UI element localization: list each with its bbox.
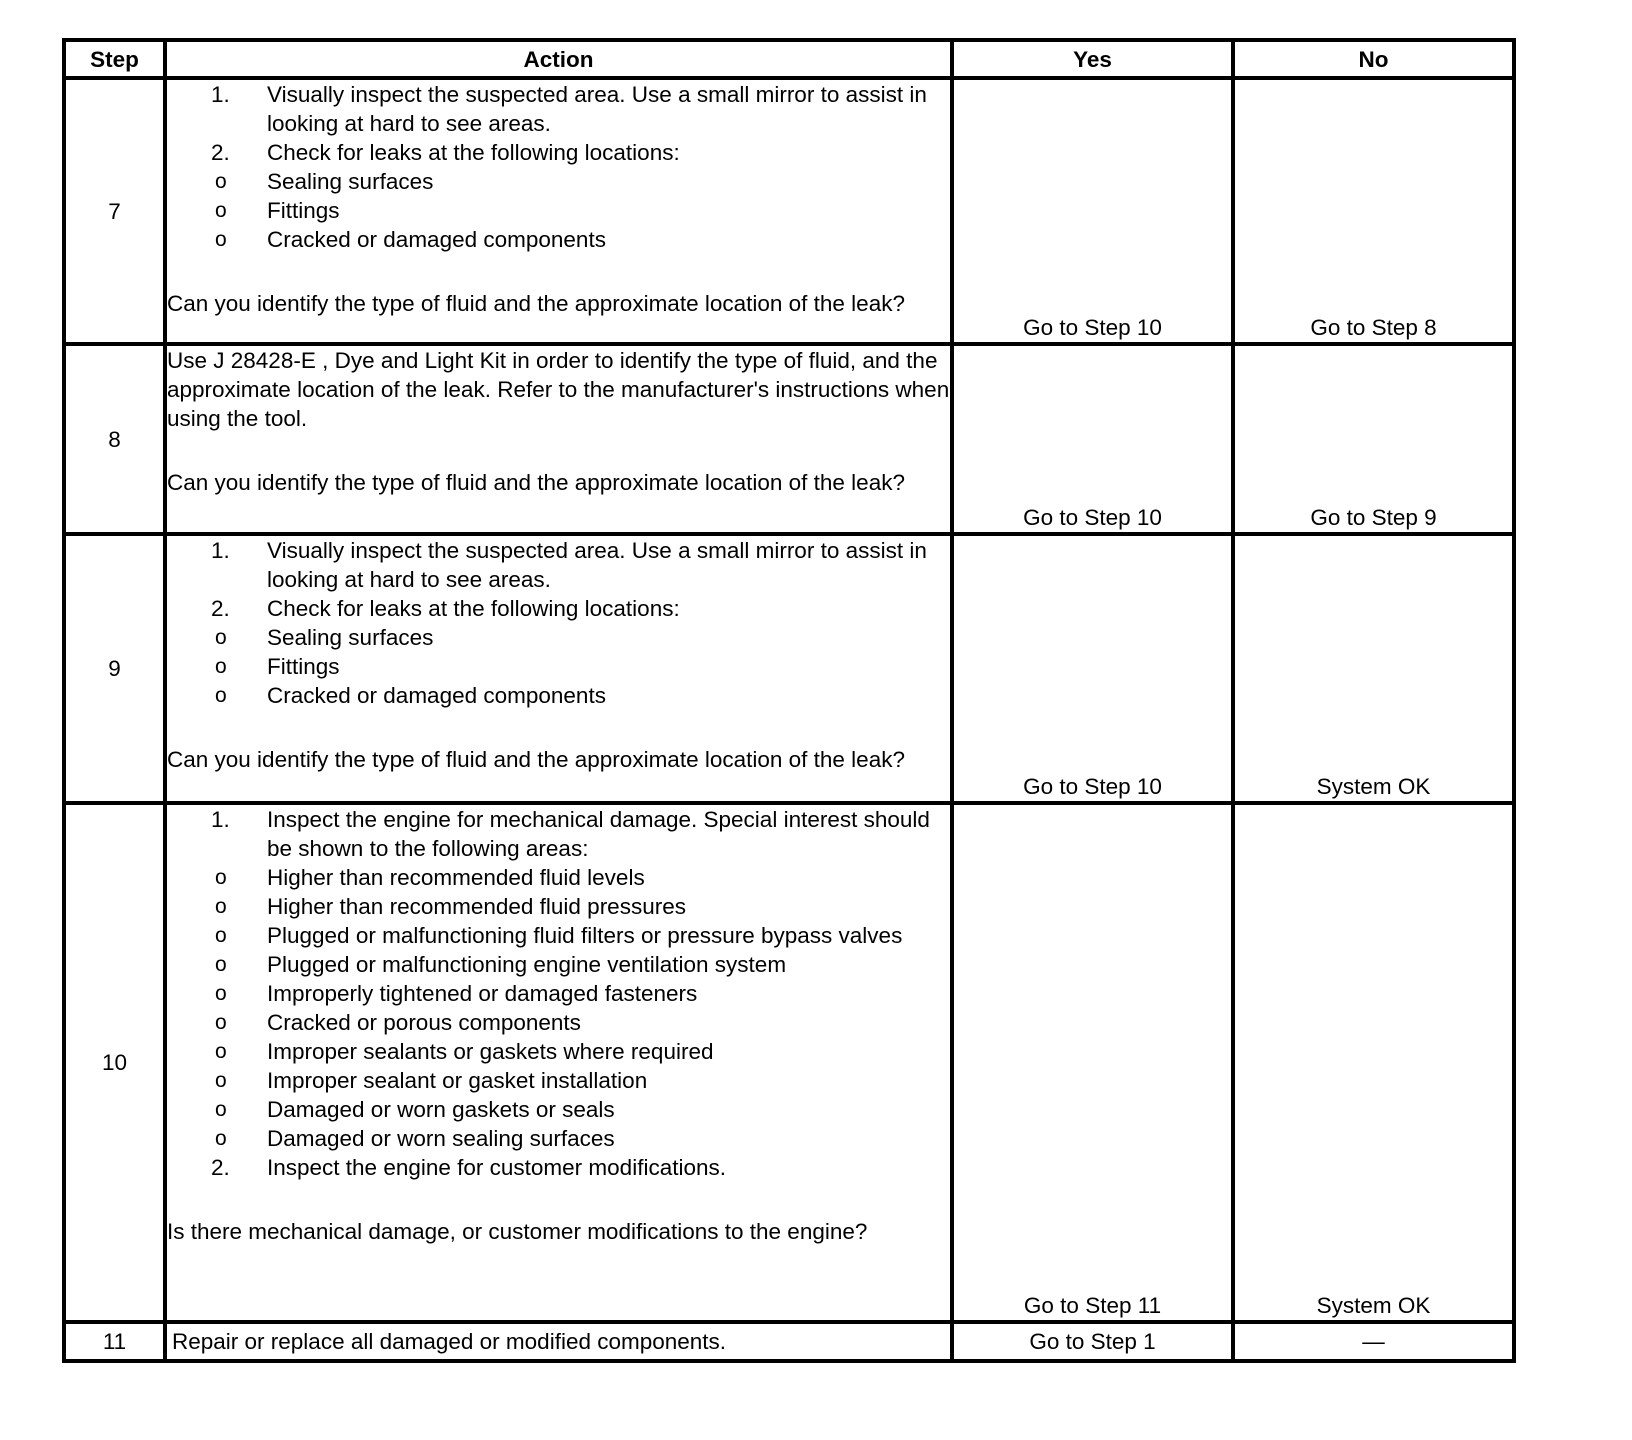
no-result: System OK bbox=[1233, 534, 1514, 803]
item-number: 2. bbox=[211, 596, 230, 621]
yes-result: Go to Step 11 bbox=[952, 803, 1233, 1322]
bullet-text: Plugged or malfunctioning fluid filters or pressure bypass valves bbox=[267, 923, 903, 948]
item-text: Inspect the engine for mechanical damage. Special interest should be shown to the following areas: bbox=[267, 807, 930, 861]
bullet-icon: o bbox=[215, 982, 227, 1005]
bullet-text: Fittings bbox=[267, 198, 340, 223]
question-text: Can you identify the type of fluid and the approximate location of the leak? bbox=[167, 470, 905, 495]
header-yes: Yes bbox=[952, 40, 1233, 78]
bullet-icon: o bbox=[215, 953, 227, 976]
bullet-text: Sealing surfaces bbox=[267, 169, 434, 194]
yes-result: Go to Step 10 bbox=[952, 78, 1233, 344]
bullet-item bbox=[167, 681, 950, 710]
no-result: System OK bbox=[1233, 803, 1514, 1322]
bullet-text: Damaged or worn gaskets or seals bbox=[267, 1097, 615, 1122]
bullet-item bbox=[167, 950, 950, 979]
bullet-item bbox=[167, 921, 950, 950]
question-text: Can you identify the type of fluid and the approximate location of the leak? bbox=[167, 747, 905, 772]
table-row bbox=[64, 344, 1514, 534]
numbered-list bbox=[167, 80, 950, 167]
bullet-item bbox=[167, 979, 950, 1008]
bullet-text: Improper sealants or gaskets where required bbox=[267, 1039, 714, 1064]
table-row bbox=[64, 803, 1514, 1322]
action-cell bbox=[165, 1322, 952, 1361]
bullet-item bbox=[167, 1037, 950, 1066]
bullet-icon: o bbox=[215, 684, 227, 707]
list-item bbox=[167, 536, 950, 594]
list-item bbox=[167, 805, 950, 863]
list-item bbox=[167, 138, 950, 167]
yes-result: Go to Step 1 bbox=[952, 1322, 1233, 1361]
header-no: No bbox=[1233, 40, 1514, 78]
bullet-icon: o bbox=[215, 655, 227, 678]
no-result: Go to Step 8 bbox=[1233, 78, 1514, 344]
bullet-icon: o bbox=[215, 1127, 227, 1150]
action-cell bbox=[165, 803, 952, 1322]
yes-result: Go to Step 10 bbox=[952, 344, 1233, 534]
bullet-text: Cracked or porous components bbox=[267, 1010, 581, 1035]
list-item bbox=[167, 594, 950, 623]
bullet-icon: o bbox=[215, 626, 227, 649]
bullet-icon: o bbox=[215, 1040, 227, 1063]
list-item bbox=[167, 1153, 950, 1182]
list-item bbox=[167, 80, 950, 138]
bullet-list bbox=[167, 863, 950, 1153]
bullet-item bbox=[167, 1066, 950, 1095]
bullet-icon: o bbox=[215, 1069, 227, 1092]
step-number: 7 bbox=[64, 78, 165, 344]
table-row bbox=[64, 534, 1514, 803]
bullet-text: Higher than recommended fluid pressures bbox=[267, 894, 686, 919]
bullet-item bbox=[167, 167, 950, 196]
bullet-text: Higher than recommended fluid levels bbox=[267, 865, 645, 890]
bullet-icon: o bbox=[215, 866, 227, 889]
instruction-text: Use J 28428-E , Dye and Light Kit in order to identify the type of fluid, and the approximate location of the leak. Refer to the manufacturer's instructions when using the tool. bbox=[167, 348, 950, 431]
header-step: Step bbox=[64, 40, 165, 78]
bullet-item bbox=[167, 1008, 950, 1037]
item-text: Inspect the engine for customer modifications. bbox=[267, 1155, 726, 1180]
no-result: Go to Step 9 bbox=[1233, 344, 1514, 534]
numbered-list bbox=[167, 1153, 950, 1182]
action-cell bbox=[165, 344, 952, 534]
item-number: 1. bbox=[211, 807, 230, 832]
bullet-icon: o bbox=[215, 924, 227, 947]
step-number: 8 bbox=[64, 344, 165, 534]
item-text: Check for leaks at the following locations: bbox=[267, 140, 680, 165]
table-row bbox=[64, 78, 1514, 344]
bullet-item bbox=[167, 225, 950, 254]
header-row bbox=[64, 40, 1514, 78]
bullet-icon: o bbox=[215, 170, 227, 193]
bullet-item bbox=[167, 652, 950, 681]
bullet-item bbox=[167, 892, 950, 921]
bullet-list bbox=[167, 623, 950, 710]
bullet-item bbox=[167, 1124, 950, 1153]
numbered-list bbox=[167, 536, 950, 623]
bullet-text: Plugged or malfunctioning engine ventilation system bbox=[267, 952, 787, 977]
no-result: — bbox=[1233, 1322, 1514, 1361]
bullet-icon: o bbox=[215, 895, 227, 918]
bullet-text: Improper sealant or gasket installation bbox=[267, 1068, 648, 1093]
item-number: 1. bbox=[211, 82, 230, 107]
item-number: 2. bbox=[211, 140, 230, 165]
question-text: Can you identify the type of fluid and the approximate location of the leak? bbox=[167, 291, 905, 316]
step-number: 10 bbox=[64, 803, 165, 1322]
header-action: Action bbox=[165, 40, 952, 78]
action-cell bbox=[165, 78, 952, 344]
item-number: 2. bbox=[211, 1155, 230, 1180]
bullet-text: Cracked or damaged components bbox=[267, 683, 606, 708]
table-row bbox=[64, 1322, 1514, 1361]
bullet-icon: o bbox=[215, 228, 227, 251]
instruction-text: Repair or replace all damaged or modified components. bbox=[172, 1329, 727, 1354]
bullet-item bbox=[167, 196, 950, 225]
item-text: Visually inspect the suspected area. Use a small mirror to assist in looking at hard to see areas. bbox=[267, 82, 927, 136]
step-number: 9 bbox=[64, 534, 165, 803]
bullet-text: Cracked or damaged components bbox=[267, 227, 606, 252]
bullet-list bbox=[167, 167, 950, 254]
question-text: Is there mechanical damage, or customer modifications to the engine? bbox=[167, 1219, 868, 1244]
item-number: 1. bbox=[211, 538, 230, 563]
bullet-text: Sealing surfaces bbox=[267, 625, 434, 650]
bullet-icon: o bbox=[215, 1098, 227, 1121]
bullet-text: Fittings bbox=[267, 654, 340, 679]
numbered-list bbox=[167, 805, 950, 863]
bullet-item bbox=[167, 623, 950, 652]
diagnostic-table bbox=[62, 38, 1516, 1363]
yes-result: Go to Step 10 bbox=[952, 534, 1233, 803]
item-text: Visually inspect the suspected area. Use a small mirror to assist in looking at hard to see areas. bbox=[267, 538, 927, 592]
step-number: 11 bbox=[64, 1322, 165, 1361]
bullet-item bbox=[167, 1095, 950, 1124]
bullet-item bbox=[167, 863, 950, 892]
item-text: Check for leaks at the following locations: bbox=[267, 596, 680, 621]
bullet-text: Improperly tightened or damaged fasteners bbox=[267, 981, 698, 1006]
bullet-text: Damaged or worn sealing surfaces bbox=[267, 1126, 615, 1151]
action-cell bbox=[165, 534, 952, 803]
bullet-icon: o bbox=[215, 199, 227, 222]
bullet-icon: o bbox=[215, 1011, 227, 1034]
